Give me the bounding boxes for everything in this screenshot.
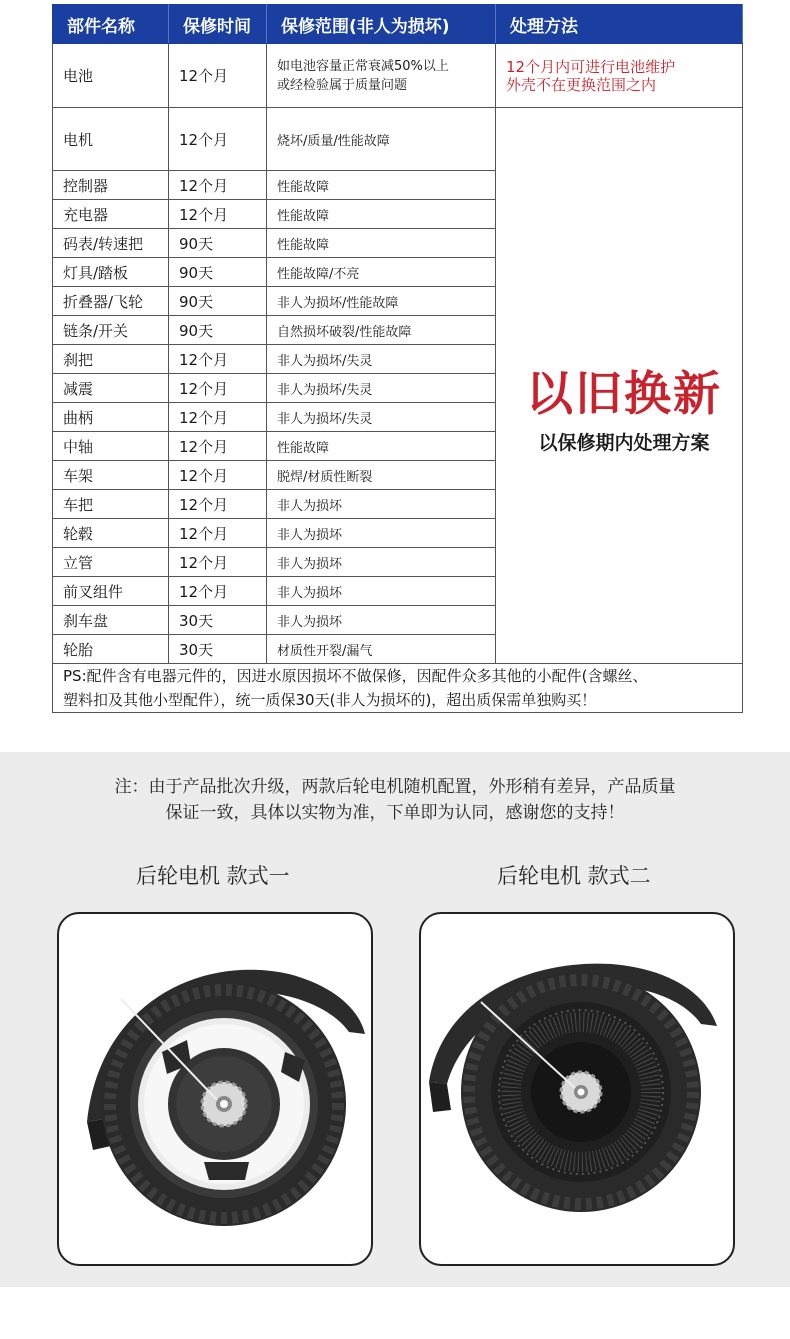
cell-period: 12个月 [169,374,267,403]
cell-scope: 非人为损坏 [267,606,496,635]
cell-scope: 烧坏/质量/性能故障 [267,108,496,171]
cell-period: 12个月 [169,44,267,108]
cell-part: 轮胎 [53,635,169,664]
cell-period: 12个月 [169,461,267,490]
cell-scope: 性能故障 [267,171,496,200]
cell-period: 12个月 [169,171,267,200]
cell-period: 12个月 [169,108,267,171]
motor-style1-illustration [59,914,371,1264]
batch-upgrade-note [0,774,790,826]
cell-part: 立管 [53,548,169,577]
battery-scope-line2: 或经检验属于质量问题 [277,77,408,93]
cell-period: 12个月 [169,519,267,548]
header-part-name: 部件名称 [53,5,169,44]
cell-scope: 性能故障 [267,200,496,229]
cell-scope: 非人为损坏 [267,490,496,519]
cell-period: 90天 [169,258,267,287]
table-row [53,108,743,171]
motor-style1-caption: 后轮电机 款式一 [136,864,290,888]
table-row-battery [53,44,743,108]
cell-scope: 性能故障/不亮 [267,258,496,287]
cell-scope [267,44,496,108]
cell-part: 刹把 [53,345,169,374]
trade-in-subtitle: 以保修期内处理方案 [538,431,710,454]
cell-part: 刹车盘 [53,606,169,635]
cell-part: 曲柄 [53,403,169,432]
header-warranty-scope: 保修范围(非人为损坏) [267,5,496,44]
battery-scope-line1: 如电池容量正常衰减50%以上 [277,58,449,74]
cell-period: 12个月 [169,432,267,461]
cell-scope: 自然损坏破裂/性能故障 [267,316,496,345]
cell-part: 减震 [53,374,169,403]
cell-period: 12个月 [169,403,267,432]
note-line2: 保证一致，具体以实物为准，下单即为认同，感谢您的支持！ [165,803,625,823]
trade-in-cell [496,108,743,664]
cell-scope: 性能故障 [267,229,496,258]
header-warranty-period: 保修时间 [169,5,267,44]
ps-line1: PS:配件含有电器元件的，因进水原因损坏不做保修，因配件众多其他的小配件(含螺丝、 [63,667,648,685]
cell-period: 30天 [169,635,267,664]
motor-style1-panel [57,912,373,1266]
cell-part: 电机 [53,108,169,171]
cell-part: 折叠器/飞轮 [53,287,169,316]
cell-scope: 材质性开裂/漏气 [267,635,496,664]
cell-part: 前叉组件 [53,577,169,606]
trade-in-title: 以旧换新 [526,366,722,422]
cell-part: 车架 [53,461,169,490]
cell-scope: 非人为损坏 [267,577,496,606]
note-line1: 注：由于产品批次升级，两款后轮电机随机配置，外形稍有差异，产品质量 [114,777,676,797]
cell-part: 轮毂 [53,519,169,548]
warranty-table-container [52,4,742,713]
cell-period: 12个月 [169,345,267,374]
motor-style2-illustration [421,914,733,1264]
cell-scope: 非人为损坏/失灵 [267,403,496,432]
battery-method-line2: 外壳不在更换范围之内 [506,75,657,94]
warranty-table [52,4,743,713]
cell-part: 链条/开关 [53,316,169,345]
cell-scope: 脱焊/材质性断裂 [267,461,496,490]
cell-scope: 非人为损坏/失灵 [267,374,496,403]
cell-period: 12个月 [169,200,267,229]
cell-period: 90天 [169,229,267,258]
cell-period: 30天 [169,606,267,635]
motor-style2-panel [419,912,735,1266]
header-handling-method: 处理方法 [496,5,743,44]
cell-part: 电池 [53,44,169,108]
cell-scope: 非人为损坏/性能故障 [267,287,496,316]
cell-part: 灯具/踏板 [53,258,169,287]
cell-scope: 非人为损坏/失灵 [267,345,496,374]
cell-scope: 非人为损坏 [267,519,496,548]
cell-period: 12个月 [169,490,267,519]
cell-scope: 性能故障 [267,432,496,461]
cell-part: 中轴 [53,432,169,461]
cell-part: 码表/转速把 [53,229,169,258]
ps-line2: 塑料扣及其他小型配件），统一质保30天(非人为损坏的)，超出质保需单独购买！ [63,691,597,709]
cell-part: 车把 [53,490,169,519]
table-header-row [53,5,743,44]
cell-scope: 非人为损坏 [267,548,496,577]
cell-part: 控制器 [53,171,169,200]
cell-period: 12个月 [169,548,267,577]
cell-period: 90天 [169,316,267,345]
ps-note [53,664,743,713]
battery-method-line1: 12个月内可进行电池维护 [506,57,676,76]
motor-style2-caption: 后轮电机 款式二 [497,864,651,888]
cell-period: 90天 [169,287,267,316]
table-row-ps [53,664,743,713]
cell-part: 充电器 [53,200,169,229]
cell-period: 12个月 [169,577,267,606]
cell-method [496,44,743,108]
